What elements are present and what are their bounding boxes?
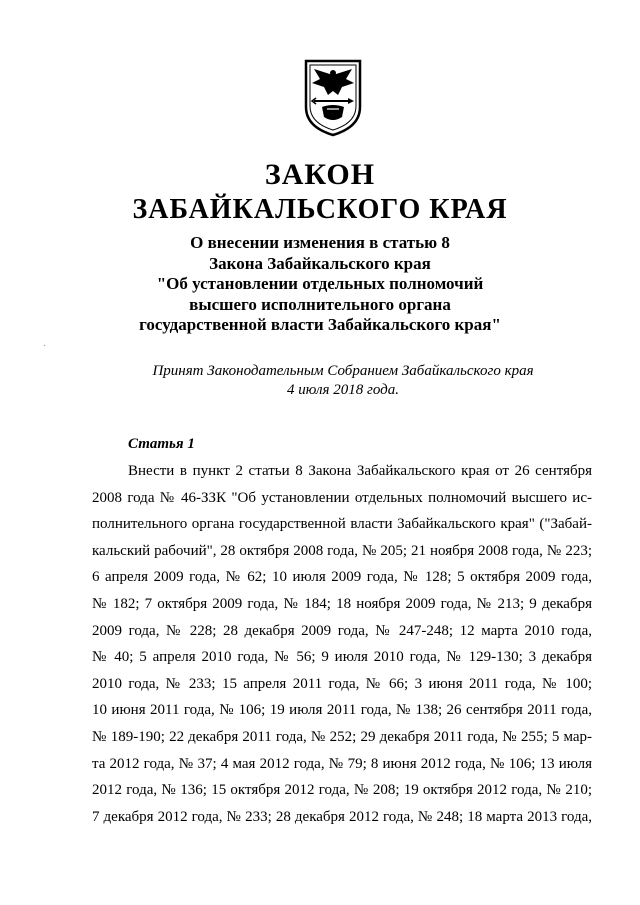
coat-of-arms-icon bbox=[302, 57, 364, 137]
body-line: 2008 года № 46-ЗЗК "Об установлении отдельных полномочий высшего ис- bbox=[92, 489, 592, 506]
body-line: № 182; 7 октября 2009 года, № 184; 18 ноября 2009 года, № 213; 9 декабря bbox=[92, 595, 592, 612]
subtitle-line: государственной власти Забайкальского края" bbox=[139, 315, 501, 334]
body-line: та 2012 года, № 37; 4 мая 2012 года, № 79; 8 июня 2012 года, № 106; 13 июля bbox=[92, 755, 592, 772]
document-title: ЗАКОН bbox=[264, 158, 376, 191]
body-line: Внести в пункт 2 статьи 8 Закона Забайкальского края от 26 сентября bbox=[128, 463, 592, 479]
body-line: № 189-190; 22 декабря 2011 года, № 252; 29 декабря 2011 года, № 255; 5 мар- bbox=[92, 728, 592, 745]
margin-mark: · bbox=[43, 341, 47, 352]
adoption-note bbox=[143, 362, 543, 400]
body-line: 7 декабря 2012 года, № 233; 28 декабря 2012 года, № 248; 18 марта 2013 года, bbox=[92, 808, 592, 825]
adoption-date: 4 июля 2018 года. bbox=[287, 382, 399, 398]
body-line: 6 апреля 2009 года, № 62; 10 июля 2009 года, № 128; 5 октября 2009 года, bbox=[92, 569, 592, 586]
document-title-region: ЗАБАЙКАЛЬСКОГО КРАЯ bbox=[132, 194, 508, 225]
body-line: 10 июня 2011 года, № 106; 19 июля 2011 года, № 138; 26 сентября 2011 года, bbox=[92, 702, 592, 719]
body-line: 2012 года, № 136; 15 октября 2012 года, № 208; 19 октября 2012 года, № 210; bbox=[92, 782, 592, 799]
body-line: 2010 года, № 233; 15 апреля 2011 года, № 66; 3 июня 2011 года, № 100; bbox=[92, 675, 592, 692]
document-subtitle bbox=[0, 233, 640, 336]
subtitle-line: "Об установлении отдельных полномочий bbox=[156, 274, 484, 293]
adoption-line: Принят Законодательным Собранием Забайкальского края bbox=[152, 363, 534, 379]
body-line: кальский рабочий", 28 октября 2008 года, № 205; 21 ноября 2008 года, № 223; bbox=[92, 542, 592, 559]
subtitle-line: Закона Забайкальского края bbox=[209, 253, 431, 273]
article-body bbox=[92, 458, 592, 830]
body-line: полнительного органа государственной власти Забайкальского края" ("Забай- bbox=[92, 516, 592, 533]
body-line: 2009 года, № 228; 28 декабря 2009 года, № 247-248; 12 марта 2010 года, bbox=[92, 622, 592, 639]
article-heading: Статья 1 bbox=[128, 436, 195, 452]
body-line: № 40; 5 апреля 2010 года, № 56; 9 июля 2010 года, № 129-130; 3 декабря bbox=[92, 649, 592, 666]
subtitle-line: О внесении изменения в статью 8 bbox=[190, 233, 450, 252]
subtitle-line: высшего исполнительного органа bbox=[189, 294, 451, 314]
